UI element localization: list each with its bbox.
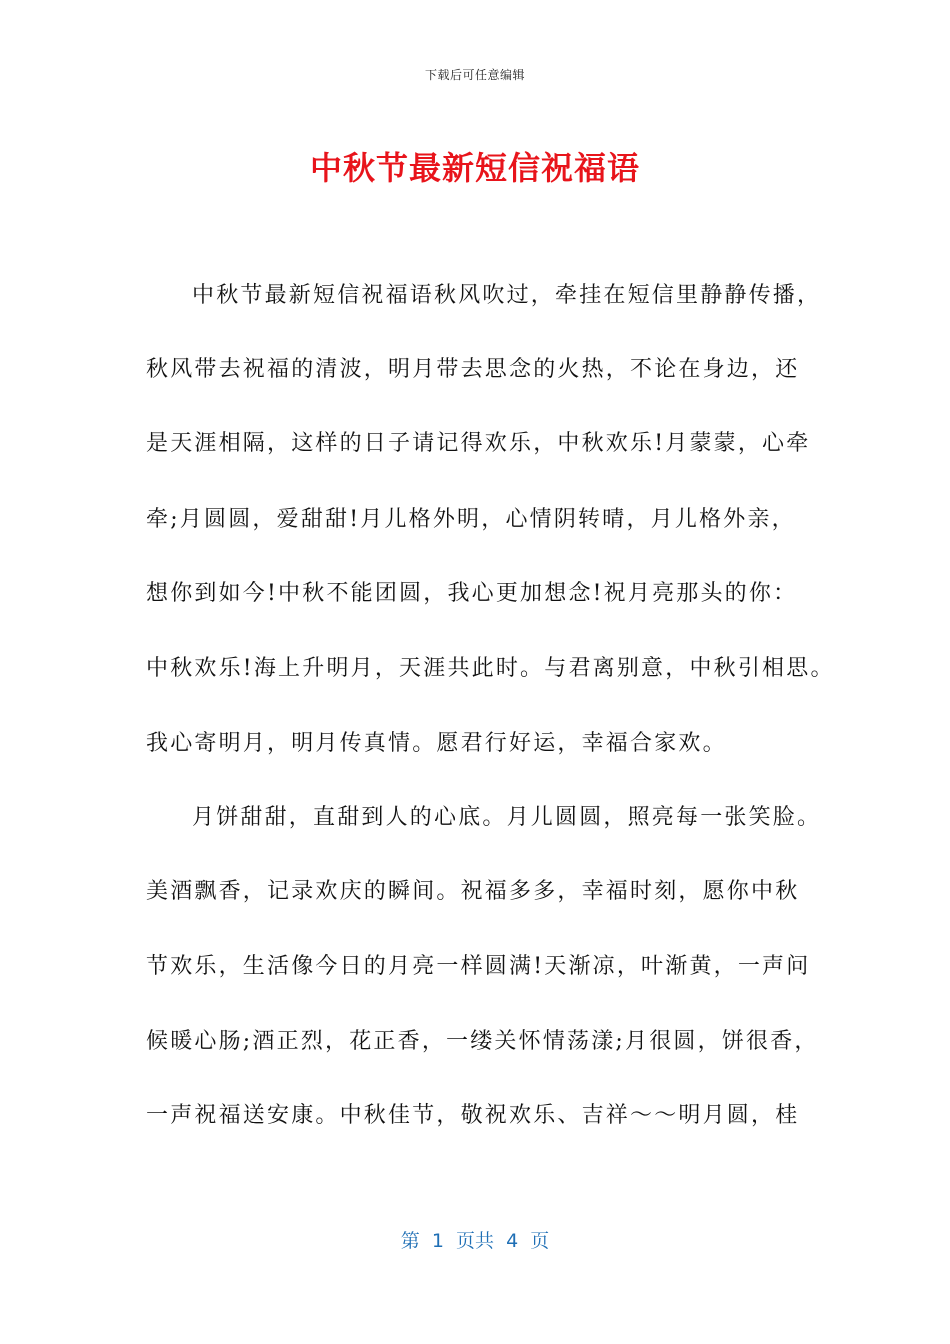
paragraph-2-line-3: 节欢乐，生活像今日的月亮一样圆满!天渐凉，叶渐黄，一声问 [146,954,811,979]
paragraph-1-line-1: 中秋节最新短信祝福语秋风吹过，牵挂在短信里静静传播， [192,283,822,308]
page-number-footer: 第 1 页共 4 页 [400,1230,550,1252]
paragraph-2-line-2: 美酒飘香，记录欢庆的瞬间。祝福多多，幸福时刻，愿你中秋 [146,879,800,904]
paragraph-1-line-2: 秋风带去祝福的清波，明月带去思念的火热，不论在身边，还 [146,357,800,382]
paragraph-2-line-1: 月饼甜甜，直甜到人的心底。月儿圆圆，照亮每一张笑脸。 [192,805,822,830]
paragraph-2-line-4: 候暖心肠;酒正烈，花正香，一缕关怀情荡漾;月很圆，饼很香， [146,1029,819,1054]
paragraph-1-line-7: 我心寄明月，明月传真情。愿君行好运，幸福合家欢。 [146,731,727,756]
paragraph-1-line-4: 牵;月圆圆，爱甜甜!月儿格外明，心情阴转晴，月儿格外亲， [146,507,796,532]
header-note: 下载后可任意编辑 [424,68,525,82]
paragraph-1-line-6: 中秋欢乐!海上升明月，天涯共此时。与君离别意，中秋引相思。 [146,656,835,681]
paragraph-1-line-3: 是天涯相隔，这样的日子请记得欢乐，中秋欢乐!月蒙蒙，心牵 [146,431,811,456]
paragraph-1-line-5: 想你到如今!中秋不能团圆，我心更加想念!祝月亮那头的你： [146,581,798,606]
paragraph-2-line-5: 一声祝福送安康。中秋佳节，敬祝欢乐、吉祥～～明月圆，桂 [146,1103,800,1128]
document-title: 中秋节最新短信祝福语 [309,149,640,187]
